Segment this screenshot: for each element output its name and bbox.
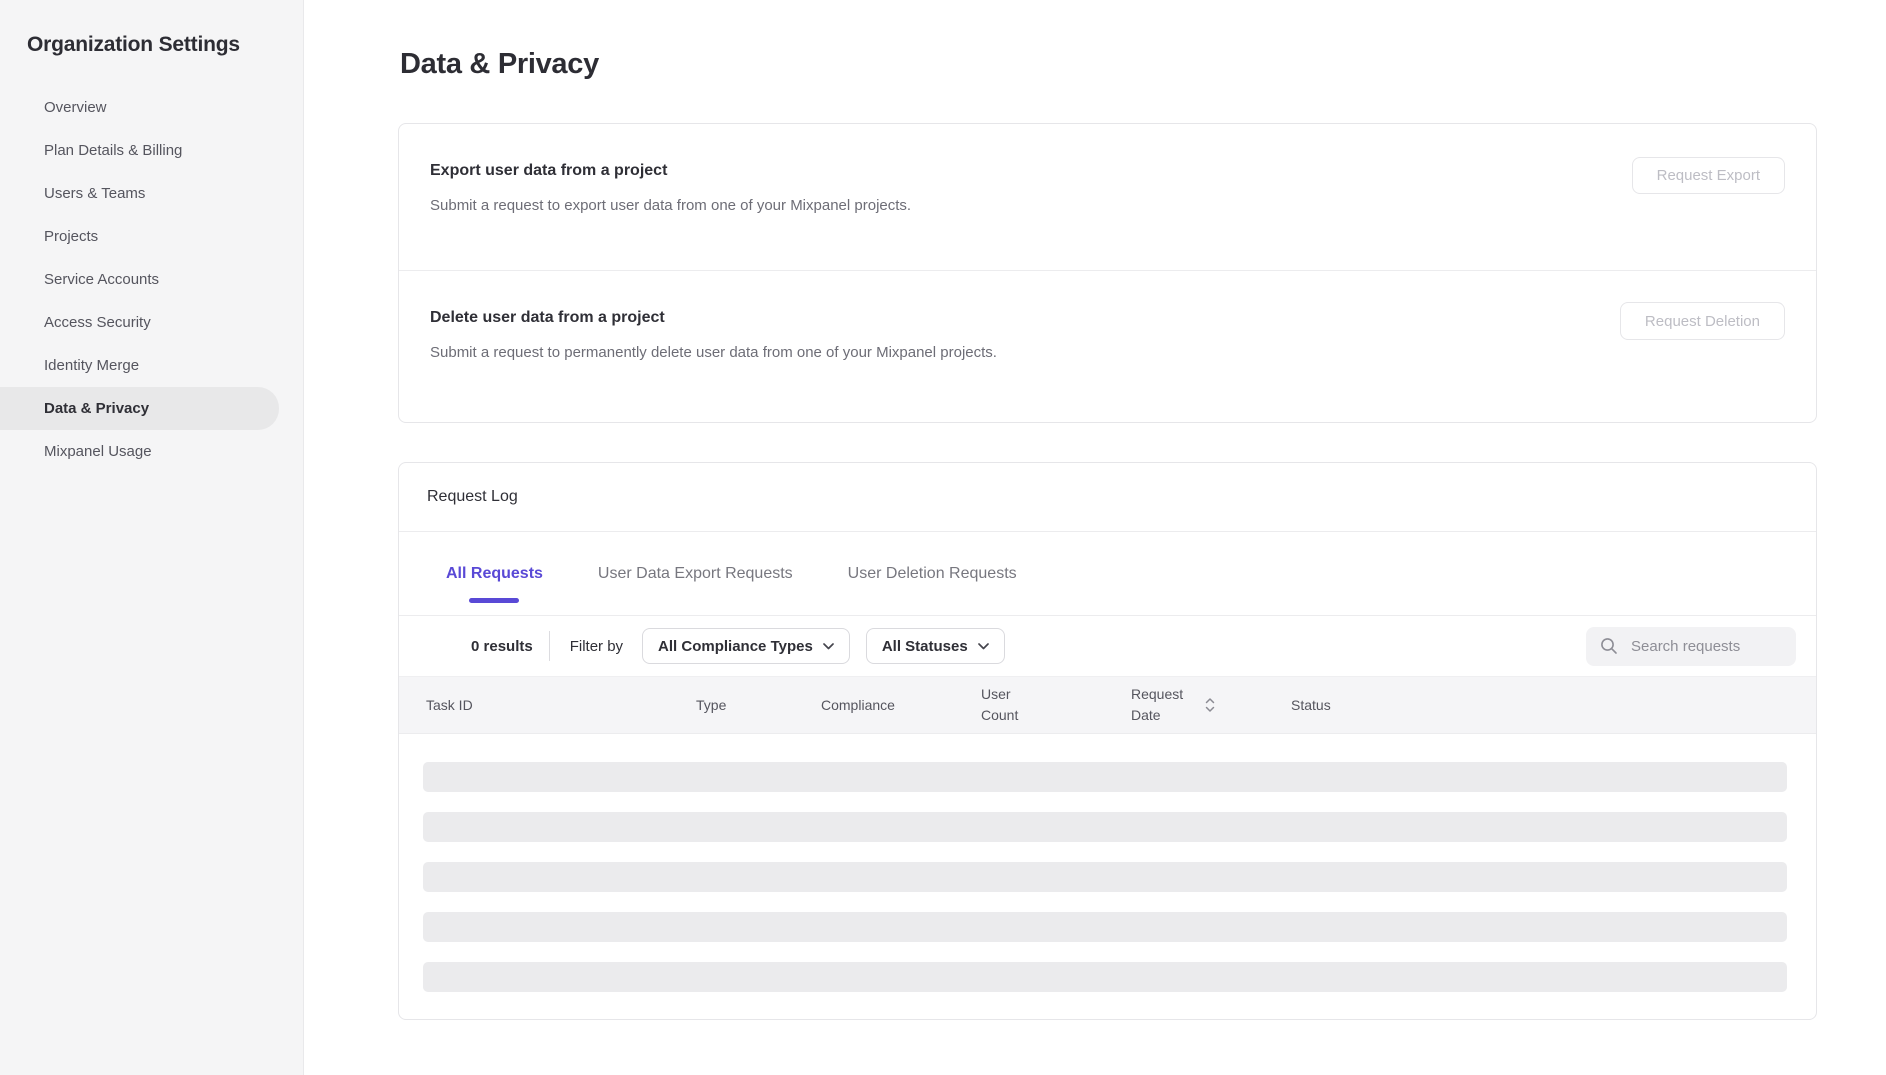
column-label: Request Date <box>1131 686 1184 723</box>
delete-user-data-section <box>399 270 1816 422</box>
skeleton-row <box>423 762 1787 792</box>
tab-user-deletion-requests[interactable]: User Deletion Requests <box>847 564 1017 582</box>
compliance-types-dropdown-value: All Compliance Types <box>658 637 813 655</box>
skeleton-row <box>423 812 1787 842</box>
column-header-task-id <box>426 695 696 716</box>
chevron-down-icon <box>978 643 989 650</box>
search-icon <box>1600 637 1618 655</box>
column-label: Compliance <box>821 696 895 713</box>
skeleton-row <box>423 912 1787 942</box>
request-log-title: Request Log <box>399 463 1816 532</box>
delete-section-description: Submit a request to permanently delete user data from one of your Mixpanel projects. <box>430 344 997 361</box>
skeleton-row <box>423 862 1787 892</box>
table-body-loading <box>399 734 1816 1019</box>
filter-by-label: Filter by <box>569 637 624 655</box>
column-header-request-date[interactable] <box>1131 684 1291 726</box>
search-requests-box[interactable] <box>1586 627 1796 666</box>
sort-icon[interactable] <box>1205 697 1215 713</box>
sidebar-item-access-security[interactable]: Access Security <box>44 314 151 331</box>
request-log-card <box>398 462 1817 1020</box>
results-count: 0 results <box>471 637 533 655</box>
request-deletion-button[interactable]: Request Deletion <box>1620 302 1785 340</box>
statuses-dropdown-value: All Statuses <box>881 637 968 655</box>
data-actions-card <box>398 123 1817 423</box>
sidebar-item-mixpanel-usage[interactable]: Mixpanel Usage <box>44 443 152 460</box>
column-header-status <box>1291 695 1491 716</box>
column-label: Type <box>696 696 727 713</box>
skeleton-row <box>423 962 1787 992</box>
tab-all-requests[interactable]: All Requests <box>446 564 543 582</box>
column-label: User Count <box>981 686 1019 723</box>
sidebar-item-overview[interactable]: Overview <box>44 99 107 116</box>
sidebar <box>0 0 304 1075</box>
sidebar-item-identity-merge[interactable]: Identity Merge <box>44 357 140 374</box>
column-header-user-count <box>981 684 1131 726</box>
chevron-down-icon <box>823 643 834 650</box>
request-export-button[interactable]: Request Export <box>1632 157 1785 194</box>
tab-user-data-export-requests[interactable]: User Data Export Requests <box>597 564 793 582</box>
filter-bar <box>399 616 1816 676</box>
search-requests-input[interactable] <box>1629 637 1789 656</box>
page-title: Data & Privacy <box>400 48 599 80</box>
statuses-dropdown[interactable] <box>866 628 1005 664</box>
column-header-type <box>696 695 821 716</box>
sidebar-title: Organization Settings <box>27 33 240 56</box>
column-label: Status <box>1291 696 1331 713</box>
compliance-types-dropdown[interactable] <box>642 628 850 664</box>
sidebar-item-data-privacy[interactable]: Data & Privacy <box>0 387 279 430</box>
export-section-title: Export user data from a project <box>430 162 668 179</box>
table-header-row <box>399 676 1816 734</box>
sidebar-item-projects[interactable]: Projects <box>44 228 99 245</box>
export-user-data-section <box>399 124 1816 270</box>
main-content <box>304 0 1886 1075</box>
column-header-compliance <box>821 695 981 716</box>
request-log-tabs <box>399 532 1816 616</box>
sidebar-nav <box>0 86 303 473</box>
filter-divider <box>549 631 550 661</box>
sidebar-item-plan-details-billing[interactable]: Plan Details & Billing <box>44 142 183 159</box>
column-label: Task ID <box>426 696 473 713</box>
sidebar-item-users-teams[interactable]: Users & Teams <box>44 185 146 202</box>
export-section-description: Submit a request to export user data from one of your Mixpanel projects. <box>430 197 912 214</box>
sidebar-item-service-accounts[interactable]: Service Accounts <box>44 271 160 288</box>
delete-section-title: Delete user data from a project <box>430 309 665 326</box>
